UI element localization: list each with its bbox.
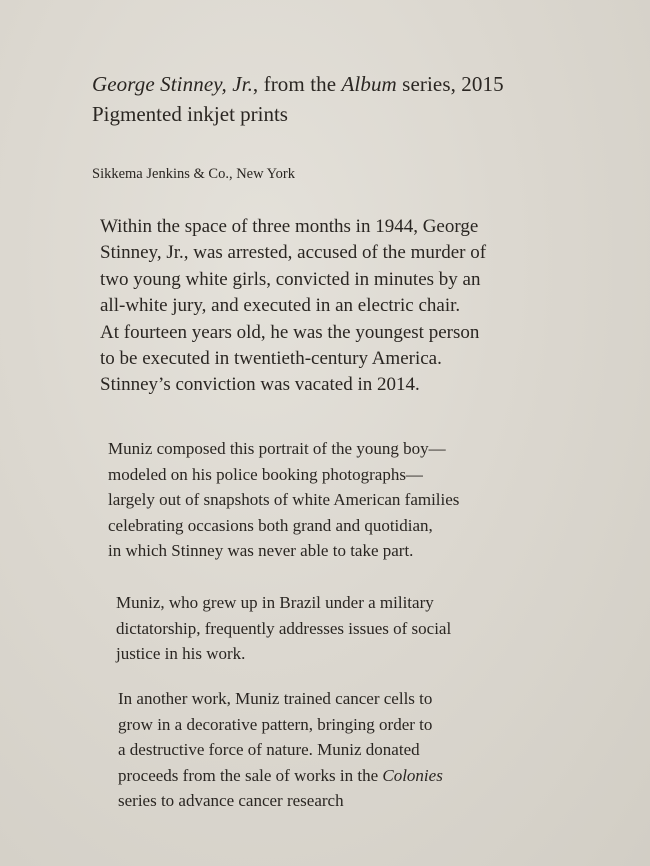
paragraph-line: Muniz composed this portrait of the young boy— [108, 439, 446, 458]
paragraph-4 [118, 686, 443, 814]
paragraph-1 [100, 214, 486, 399]
paragraph-3 [116, 590, 451, 667]
paragraph-line: At fourteen years old, he was the youngest person [100, 321, 480, 343]
gallery-credit: Sikkema Jenkins & Co., New York [92, 166, 296, 182]
artwork-medium: Pigmented inkjet prints [92, 102, 288, 126]
paragraph-line: dictatorship, frequently addresses issues of social [116, 618, 452, 638]
paragraph-line: two young white girls, convicted in minutes by an [100, 268, 481, 290]
paragraph-line: grow in a decorative pattern, bringing order to [118, 714, 433, 734]
paragraph-line: In another work, Muniz trained cancer cells to [118, 689, 433, 708]
paragraph-line: Within the space of three months in 1944, George [100, 216, 479, 237]
paragraph-line: a destructive force of nature. Muniz donated [118, 740, 420, 759]
paragraph-line: largely out of snapshots of white American families [108, 490, 460, 510]
paragraph-line-start: proceeds from the sale of works in the [118, 765, 383, 785]
artwork-title-end: series, 2015 [396, 72, 504, 96]
paragraph-line: Stinney’s conviction was vacated in 2014. [100, 374, 420, 396]
paragraph-line: modeled on his police booking photographs— [108, 464, 423, 484]
artwork-title-middle: , from the [252, 72, 342, 96]
artwork-title [92, 70, 504, 98]
series-name: Album [341, 72, 397, 96]
paragraph-line: all-white jury, and executed in an electric chair. [100, 295, 461, 317]
paragraph-line: Muniz, who grew up in Brazil under a military [116, 593, 434, 612]
paragraph-line: in which Stinney was never able to take part. [108, 541, 414, 561]
paragraph-line: series to advance cancer research [118, 791, 344, 810]
paragraph-line: Stinney, Jr., was arrested, accused of the murder of [100, 242, 487, 264]
colonies-series-name: Colonies [382, 765, 443, 785]
paragraph-line: to be executed in twentieth-century America. [100, 348, 442, 370]
artwork-title-italic: George Stinney, Jr. [92, 72, 253, 96]
paragraph-line: celebrating occasions both grand and quotidian, [108, 515, 433, 535]
paragraph-line: justice in his work. [116, 644, 246, 663]
paragraph-line-with-italic [118, 763, 443, 789]
paragraph-2 [108, 436, 459, 564]
